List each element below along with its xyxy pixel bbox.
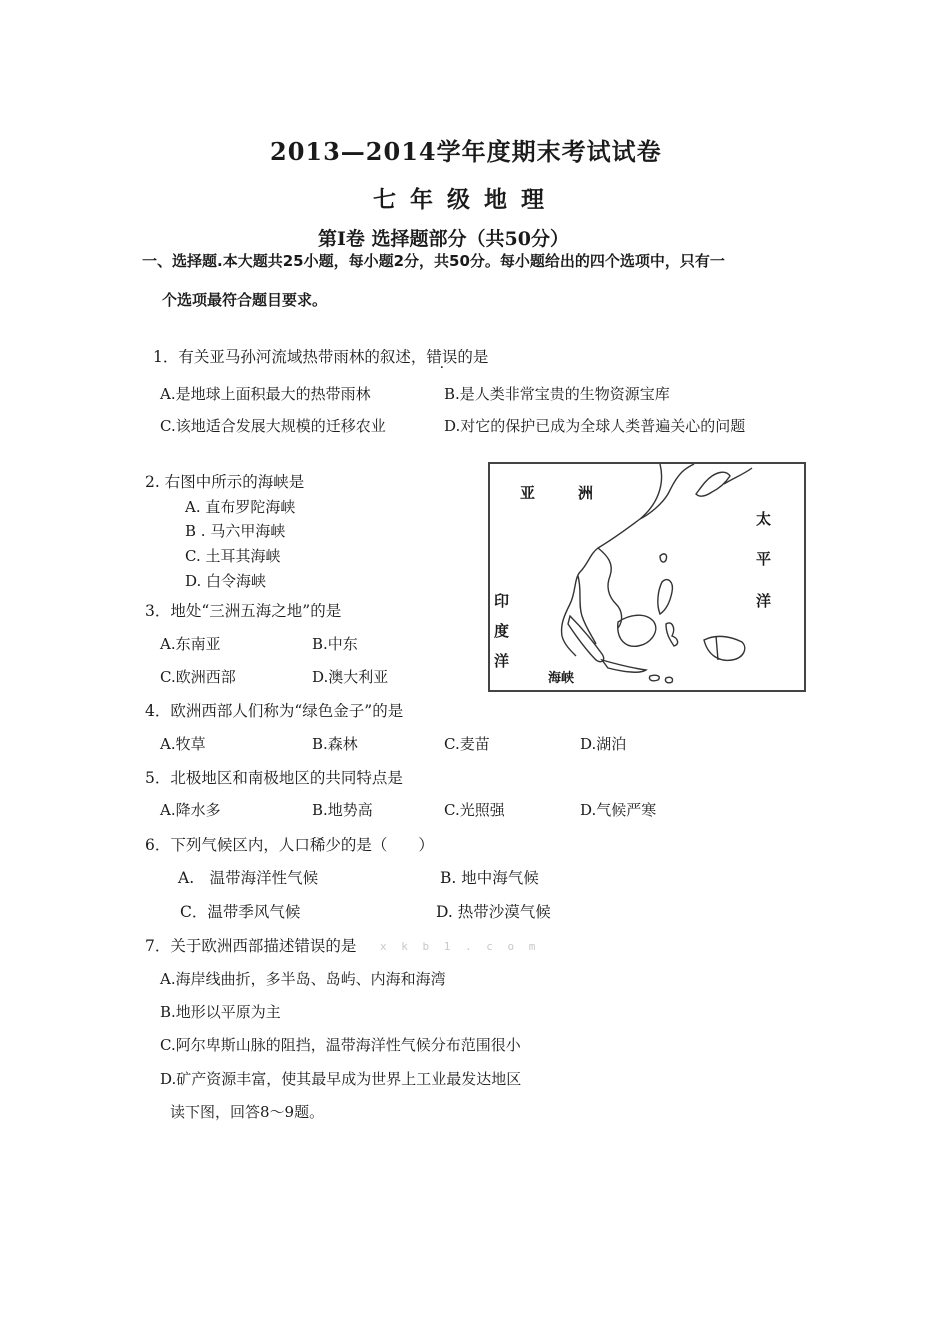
question-5-option-b: B.地势高	[312, 801, 373, 819]
exam-subtitle: 七年级地理	[373, 186, 558, 213]
question-4-option-d: D.湖泊	[580, 735, 627, 753]
map-label-indian-3: 洋	[494, 652, 510, 670]
question-1-stem-part-c: 的是	[457, 348, 489, 366]
map-label-indian-1: 印	[494, 592, 510, 610]
question-7-option-b: B.地形以平原为主	[160, 1003, 281, 1021]
question-1-emphasis: 错误	[426, 348, 458, 366]
question-3-option-c: C.欧洲西部	[160, 668, 236, 686]
question-3-option-d: D.澳大利亚	[312, 668, 389, 686]
question-4-option-a: A.牧草	[160, 735, 206, 753]
instructions-line-2: 个选项最符合题目要求。	[162, 291, 328, 309]
watermark: x k b 1 . c o m	[380, 940, 540, 953]
question-7-stem: 7．关于欧洲西部描述错误的是	[145, 937, 357, 955]
question-4-stem: 4．欧洲西部人们称为“绿色金子”的是	[145, 702, 404, 720]
question-1-stem-part-a: 1．有关亚马孙河流域热带雨林的叙述，	[153, 348, 427, 366]
question-1-stem	[153, 345, 488, 367]
map-label-strait: 海峡	[548, 671, 575, 686]
question-3-option-b: B.中东	[312, 635, 358, 653]
map-label-pacific-3: 洋	[756, 592, 772, 610]
question-5-option-d: D.气候严寒	[580, 801, 657, 819]
southeast-asia-map	[488, 462, 806, 692]
question-3-stem: 3．地处“三洲五海之地”的是	[145, 602, 342, 620]
question-6-stem: 6．下列气候区内，人口稀少的是（ ）	[145, 836, 434, 854]
map-label-asia-1: 亚	[520, 484, 536, 502]
question-7-option-c: C.阿尔卑斯山脉的阻挡，温带海洋性气候分布范围很小	[160, 1036, 521, 1054]
question-4-option-c: C.麦苗	[444, 735, 490, 753]
question-1-option-b: B.是人类非常宝贵的生物资源宝库	[444, 385, 670, 403]
map-coastlines	[490, 464, 804, 690]
map-label-pacific-1: 太	[756, 510, 772, 528]
question-2-option-c: C. 土耳其海峡	[185, 547, 281, 565]
question-6-option-b: B. 地中海气候	[440, 869, 539, 887]
question-4-option-b: B.森林	[312, 735, 358, 753]
section-heading: 第Ⅰ卷 选择题部分（共50分）	[318, 228, 569, 250]
question-1-option-c: C.该地适合发展大规模的迁移农业	[160, 417, 386, 435]
question-2-stem: 2. 右图中所示的海峡是	[145, 473, 305, 491]
instructions-line-1: 一、选择题.本大题共25小题，每小题2分，共50分。每小题给出的四个选项中，只有一	[142, 252, 725, 270]
question-2-option-b: B . 马六甲海峡	[185, 522, 286, 540]
question-6-option-d: D. 热带沙漠气候	[436, 903, 551, 921]
exam-title: 2013—2014学年度期末考试试卷	[270, 137, 662, 166]
map-label-asia-2: 洲	[578, 484, 594, 502]
question-7-option-a: A.海岸线曲折，多半岛、岛屿、内海和海湾	[160, 970, 446, 988]
question-1-option-d: D.对它的保护已成为全球人类普遍关心的问题	[444, 417, 746, 435]
question-2-option-d: D. 白令海峡	[185, 572, 267, 590]
question-5-option-c: C.光照强	[444, 801, 505, 819]
read-figure-note: 读下图，回答8～9题。	[170, 1103, 325, 1121]
question-1-option-a: A.是地球上面积最大的热带雨林	[160, 385, 371, 403]
map-label-indian-2: 度	[494, 622, 510, 640]
question-5-option-a: A.降水多	[160, 801, 221, 819]
question-2-option-a: A. 直布罗陀海峡	[185, 498, 296, 516]
map-label-pacific-2: 平	[756, 550, 772, 568]
question-6-option-c: C．温带季风气候	[180, 903, 301, 921]
question-6-option-a: A. 温带海洋性气候	[178, 869, 319, 887]
question-7-option-d: D.矿产资源丰富，使其最早成为世界上工业最发达地区	[160, 1070, 522, 1088]
question-5-stem: 5．北极地区和南极地区的共同特点是	[145, 769, 403, 787]
question-3-option-a: A.东南亚	[160, 635, 221, 653]
